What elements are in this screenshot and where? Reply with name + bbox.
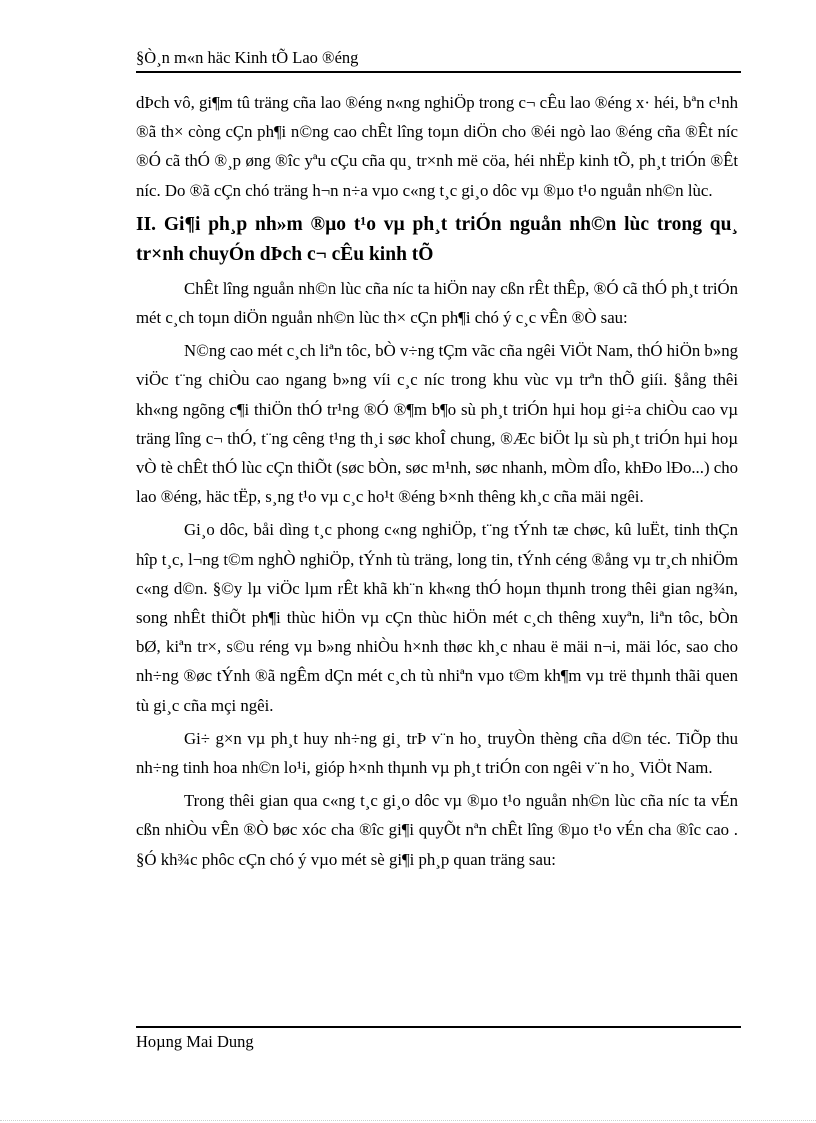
page-break-line xyxy=(0,1120,816,1121)
paragraph-4: Gi¸o dôc, båi dìng t¸c phong c«ng nghiÖp, t¨ng tÝnh tæ chøc, kû luËt, tinh thÇn hîp t¸c, l¬ng t©m nghÒ nghiÖp, tÝnh tù träng, long tin, tÝnh céng ®ång vµ tr¸ch nhiÖm c«ng d©n. §©y lµ viÖc lµm rÊt khã kh¨n kh«ng thÓ hoµn thµnh trong thêi gian ng¾n, song nhÊt thiÕt ph¶i thùc hiÖn vµ cÇn thùc hiÖn mét c¸ch thêng xuyªn, liªn tôc, bÒn bØ, kiªn tr×, s©u réng vµ b»ng nhiÒu h×nh thøc kh¸c nhau ë mäi n¬i, mäi lóc, sao cho nh÷ng ®øc tÝnh ®ã ngÊm dÇn mét c¸ch tù nhiªn vµo t©m kh¶m vµ trë thµnh thãi quen tù gi¸c cña mçi ngêi. xyxy=(136,520,738,715)
paragraph-2: ChÊt lîng nguån nh©n lùc cña níc ta hiÖn nay cßn rÊt thÊp, ®Ó cã thÓ ph¸t triÓn mét c¸ch toµn diÖn nguån nh©n lùc th× cÇn ph¶i chó ý c¸c vÊn ®Ò sau: xyxy=(136,278,738,328)
footer-rule xyxy=(136,1026,741,1028)
paragraph-6: Trong thêi gian qua c«ng t¸c gi¸o dôc vµ ®µo t¹o nguån nh©n lùc cña níc ta vÉn cßn nhiÒu vÊn ®Ò bøc xóc cha ®îc gi¶i quyÕt nªn chÊt lîng ®µo t¹o vÉn cha ®îc cao . §Ó kh¾c phôc cÇn chó ý vµo mét sè gi¶i ph¸p quan träng sau: xyxy=(136,791,738,869)
running-header: §Ò¸n m«n häc Kinh tÕ Lao ®éng xyxy=(136,48,359,67)
section-heading: II. Gi¶i ph¸p nh»m ®µo t¹o vµ ph¸t triÓn nguån nh©n lùc trong qu¸ tr×nh chuyÓn dÞch c¬ cÊu kinh tÕ xyxy=(136,213,738,265)
header-rule xyxy=(136,71,741,73)
body-text xyxy=(136,88,738,874)
paragraph-3: N©ng cao mét c¸ch liªn tôc, bÒ v÷ng tÇm vãc cña ngêi ViÖt Nam, thÓ hiÖn b»ng viÖc t¨ng chiÒu cao ngang b»ng víi c¸c níc trong khu vùc vµ trªn thÕ giíi. §ång thêi kh«ng ngõng c¶i thiÖn thÓ tr¹ng ®Ó ®¶m b¶o sù ph¸t triÓn hµi hoµ gi÷a chiÒu cao vµ träng lîng c¬ thÓ, t¨ng cêng t¹ng th¸i søc khoÎ chung, ®Æc biÖt lµ sù ph¸t triÓn hµi hoµ vÒ tè chÊt thÓ lùc cÇn thiÕt (søc bÒn, søc m¹nh, søc nhanh, mÒm dÎo, khÐo lÐo...) cho lao ®éng, häc tËp, s¸ng t¹o vµ c¸c ho¹t ®éng b×nh thêng kh¸c cña mäi ngêi. xyxy=(136,341,738,507)
paragraph-1: dÞch vô, gi¶m tû träng cña lao ®éng n«ng nghiÖp trong c¬ cÊu lao ®éng x· héi, bªn c¹nh ®ã th× còng cÇn ph¶i n©ng cao chÊt lîng toµn diÖn cho ®éi ngò lao ®éng cña ®Êt níc ®Ó cã thÓ ®¸p øng ®îc yªu cÇu cña qu¸ tr×nh më cöa, héi nhËp kinh tÕ, ph¸t triÓn ®Êt níc. Do ®ã cÇn chó träng h¬n n÷a vµo c«ng t¸c gi¸o dôc vµ ®µo t¹o nguån nh©n lùc. xyxy=(136,93,738,200)
running-footer: Hoµng Mai Dung xyxy=(136,1032,254,1051)
paragraph-5: Gi÷ g×n vµ ph¸t huy nh÷ng gi¸ trÞ v¨n ho¸ truyÒn thèng cña d©n téc. TiÕp thu nh÷ng tinh hoa nh©n lo¹i, gióp h×nh thµnh vµ ph¸t triÓn con ngêi v¨n ho¸ ViÖt Nam. xyxy=(136,728,738,778)
